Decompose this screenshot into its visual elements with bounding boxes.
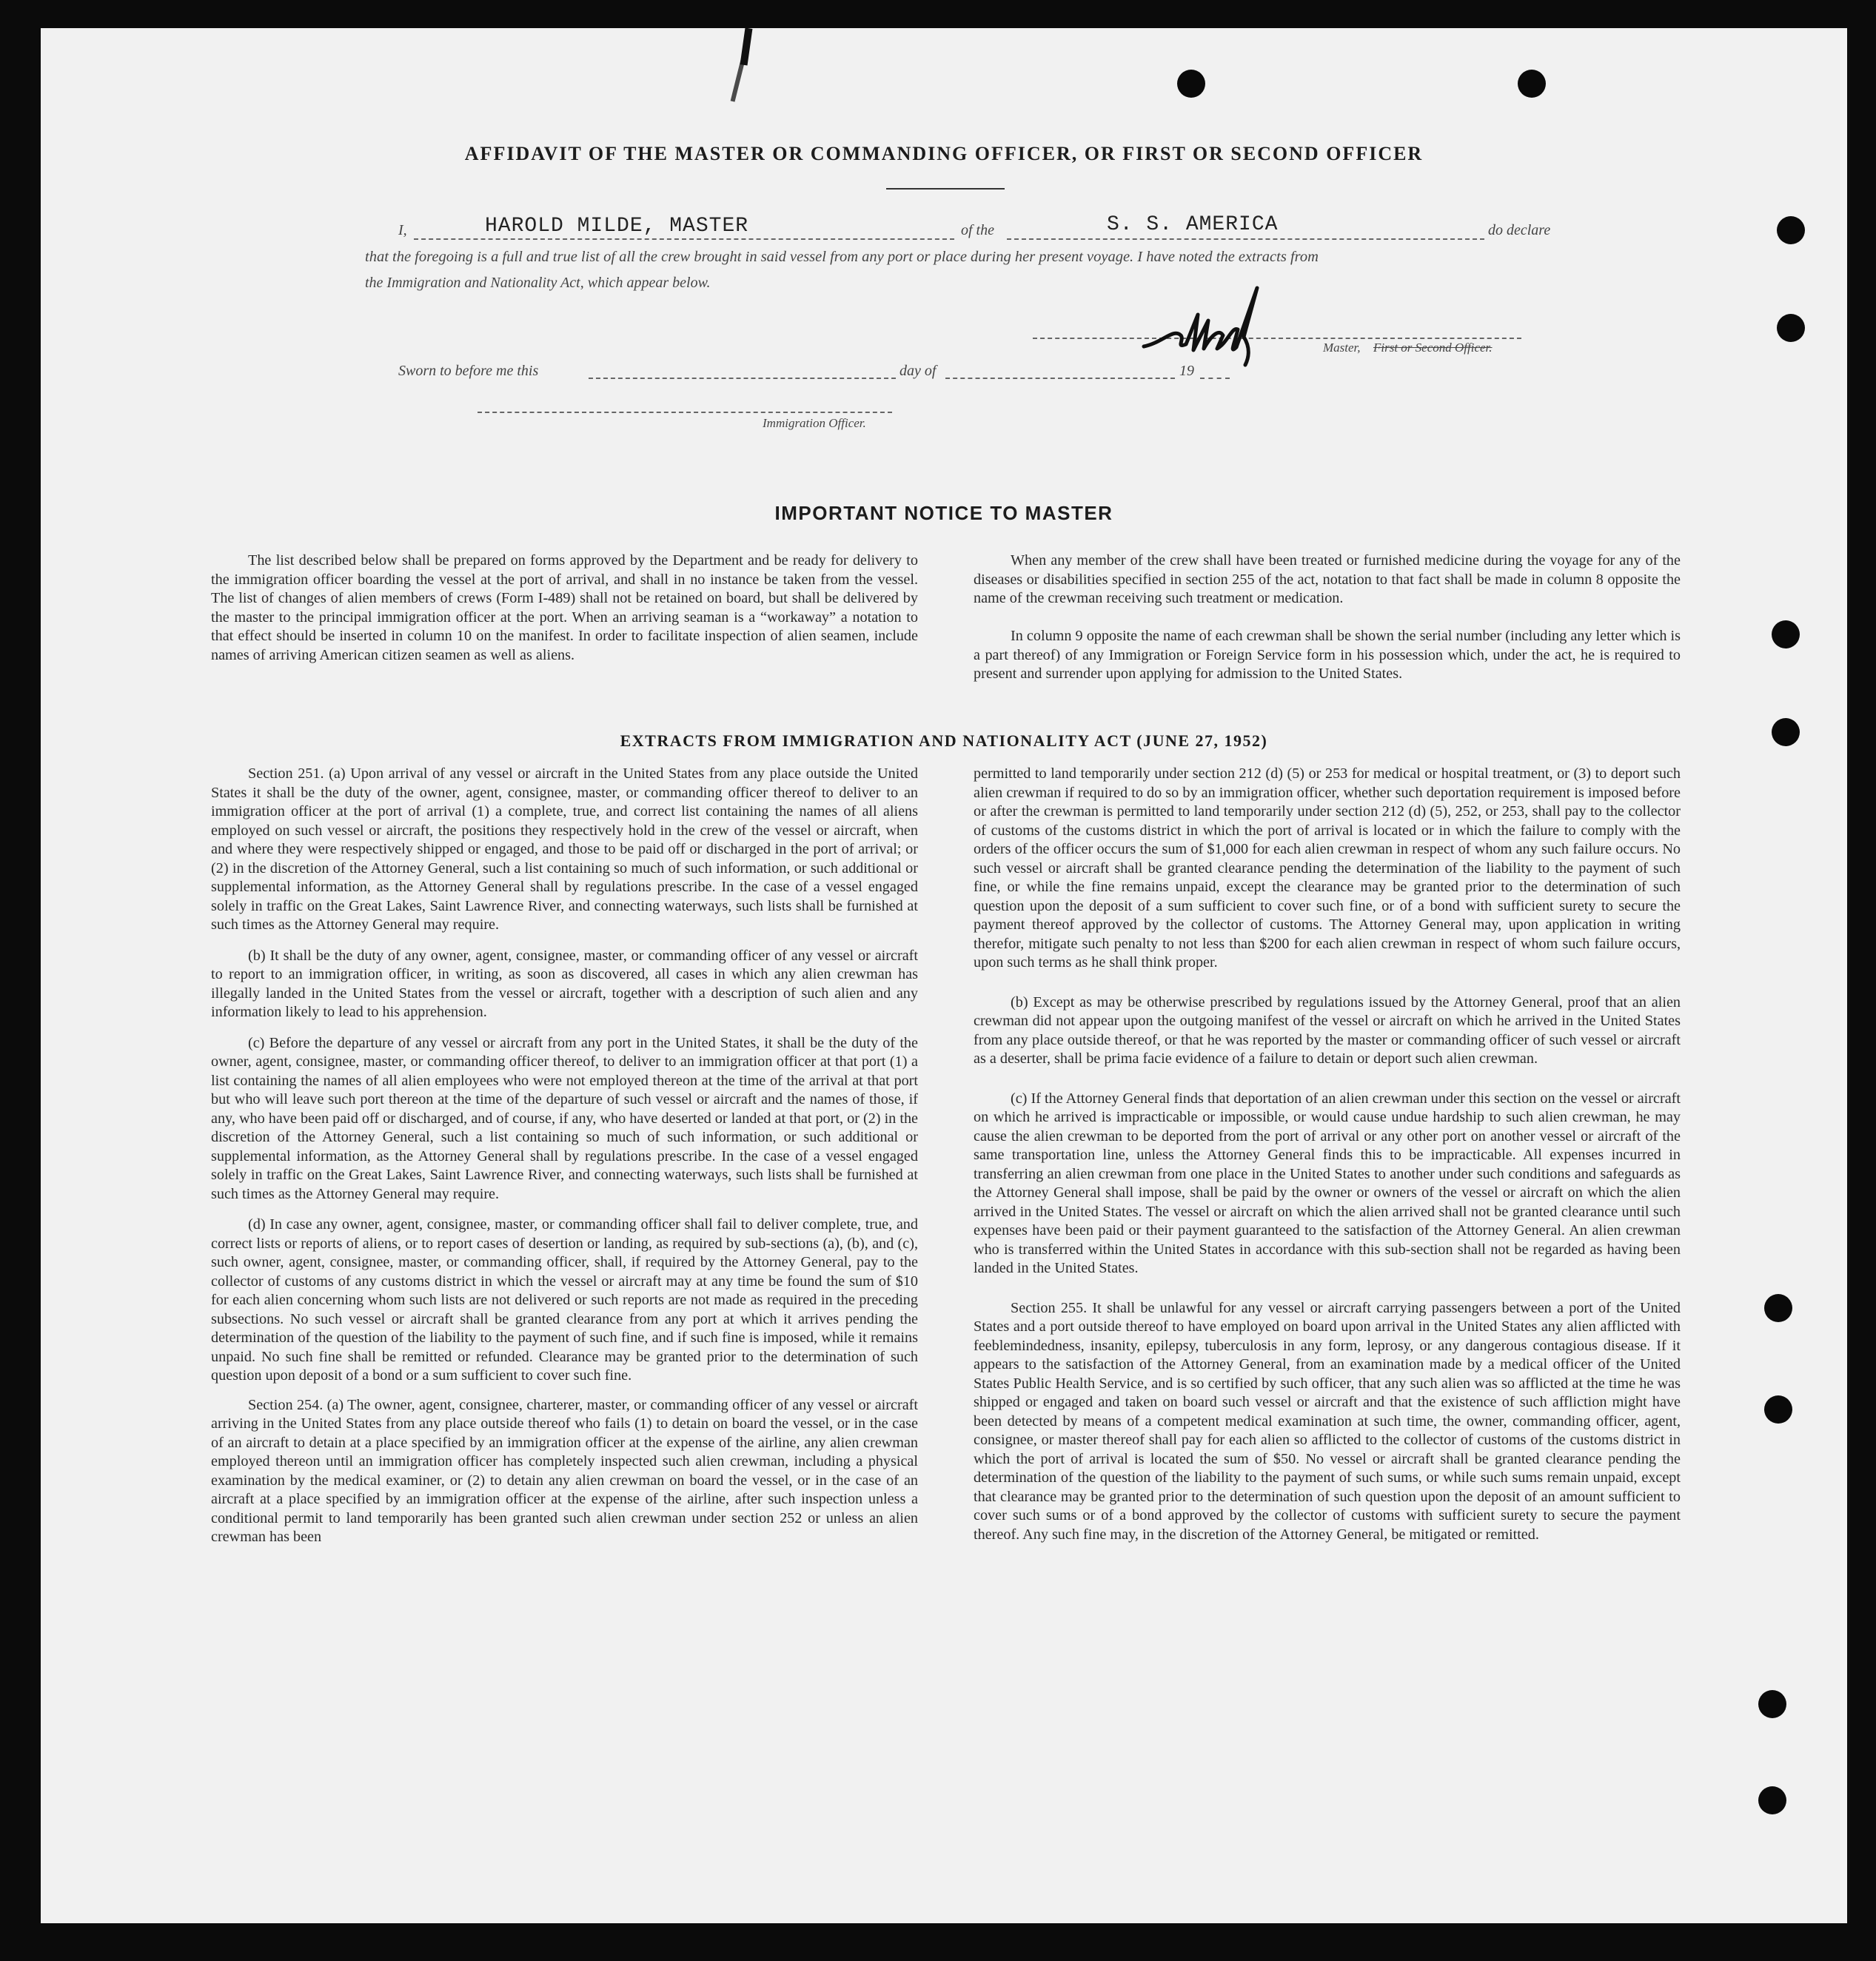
section-254-a-cont: permitted to land temporarily under section 212 (d) (5) or 253 for medical or hospital treatment, or (3) to deport such alien crewman if required to do so by an immigration officer, whether such deportation requirement is imposed before or after the crewman is permitted to land temporarily under section 212 (d) (5), 252, or 253, shall pay to the collector of customs of the customs district in which the port of arrival is located or in which the failure to comply with the orders of the officer occurs the sum of $1,000 for each alien crewman in respect of whom any such failure occurs. No such vessel or aircraft shall be granted clearance pending the determination of the liability to the payment of such fine, or while the fine remains unpaid, except the clearance may be granted prior to the determination of such question upon the deposit of a sum sufficient to cover such fine, or of a bond with sufficient surety to secure the payment thereof approved by the collector of customs. The Attorney General may, upon application in writing therefor, mitigate such penalty to not less than $200 for each alien crewman in respect of whom such failure occurs, upon such terms as he shall think proper. [974,765,1681,971]
affidavit-statement-cont: the Immigration and Nationality Act, which appear below. [365,275,711,291]
punch-hole [1772,620,1800,648]
notice-heading: IMPORTANT NOTICE TO MASTER [774,502,1113,524]
sworn-year-line [1200,378,1230,379]
struck-officer-caption: First or Second Officer. [1373,341,1493,355]
affidavit-heading: AFFIDAVIT OF THE MASTER OR COMMANDING OFFICER, OR FIRST OR SECOND OFFICER [464,143,1424,164]
extracts-right-column [974,765,1681,1544]
master-caption: Master, [1323,341,1361,355]
extracts-heading: EXTRACTS FROM IMMIGRATION AND NATIONALITY ACT (JUNE 27, 1952) [620,731,1268,750]
vessel-name-line [1007,238,1484,240]
sworn-day-line [589,378,896,379]
day-of-label: day of [900,363,937,379]
section-254-b: (b) Except as may be otherwise prescribed by regulations issued by the Attorney General, proof that an alien crewman did not appear upon the outgoing manifest of the vessel or aircraft on which he arrived in the United States from any place outside thereof, or that he was reported by the master or commanding officer of such vessel or aircraft as a deserter, shall be prima facie evidence of a failure to detain or deport such alien crewman. [974,993,1681,1067]
signature-scribble [1140,284,1273,369]
section-251-b: (b) It shall be the duty of any owner, agent, consignee, master, or commanding officer of any vessel or aircraft to report to an immigration officer, in writing, as soon as discovered, all cases in which any alien crewman has illegally landed in the United States from the vessel or aircraft, together with a description of such alien and any information likely to lead to his apprehension. [211,947,918,1020]
extracts-left-column [211,765,918,1547]
notice-right-paragraph-1: When any member of the crew shall have been treated or furnished medicine during the voyage for any of the diseases or disabilities specified in section 255 of the act, notation to that fact shall be made in column 8 opposite the name of the crewman receiving such treatment or medication. [974,552,1681,606]
affidavit-statement: that the foregoing is a full and true list of all the crew brought in said vessel from any port or place during her present voyage. I have noted the extracts from [365,249,1319,265]
punch-hole [1777,216,1805,244]
master-name-line [414,238,954,240]
section-254-c: (c) If the Attorney General finds that deportation of an alien crewman under this section on the vessel or aircraft on which he arrived is impracticable or impossible, or would cause undue hardship to such alien crewman, he may cause the alien crewman to be deported from the port of arrival or any other port on another vessel or aircraft of the same transportation line, unless the Attorney General finds this to be impracticable. All expenses incurred in transferring an alien crewman from one place in the United States to another under such conditions and safeguards as the Attorney General shall impose, shall be paid by the owner or owners of the vessel or aircraft on which the alien arrived in the United States. The vessel or aircraft on which the alien arrived shall not be granted clearance until such expenses have been paid or their payment guaranteed to the satisfaction of the Attorney General. An alien crewman who is transferred within the United States in accordance with this sub-section shall not be regarded as having been landed in the United States. [974,1090,1681,1276]
punch-hole [1777,314,1805,342]
notice-left-paragraph: The list described below shall be prepared on forms approved by the Department and be ready for delivery to the immigration officer boarding the vessel at the port of arrival, and shall in no instance be taken from the vessel. The list of changes of alien members of crews (Form I-489) shall not be retained on board, but shall be delivered by the master to the principal immigration officer at the port. When an arriving seaman is a “workaway” a notation to that effect should be inserted in column 10 on the manifest. In order to facilitate inspection of alien seamen, include names of arriving American citizen seamen as well as aliens. [211,552,918,663]
section-255: Section 255. It shall be unlawful for any vessel or aircraft carrying passengers between a port of the United States and a port outside thereof to have employed on board upon arrival in the United States any alien afflicted with feeblemindedness, insanity, epilepsy, tuberculosis in any form, leprosy, or any dangerous contagious disease. If it appears to the satisfaction of the Attorney General, from an examination made by a medical officer of the United States Public Health Service, and is so certified by such officer, that any such alien was so afflicted at the time he was shipped or engaged and taken on board such vessel or aircraft and that the existence of such affliction might have been detected by means of a competent medical examination at such time, the owner, commanding officer, agent, consignee, or master thereof shall pay for each alien so afflicted to the collector of customs of the customs district in which the port of arrival is located the sum of $50. No vessel or aircraft shall be granted clearance pending the determination of the question of the liability to the payment of such sums, or while such sums remain unpaid, except that clearance may be granted prior to the determination of such question upon the deposit of an amount sufficient to cover such sums or of a bond approved by the collector of customs with sufficient surety to secure the payment thereof. Any such fine may, in the discretion of the Attorney General, be mitigated or remitted. [974,1299,1681,1543]
document-page [41,28,1847,1923]
section-254-a: Section 254. (a) The owner, agent, consignee, charterer, master, or commanding officer of any vessel or aircraft arriving in the United States from any place outside thereof who fails (1) to detain on board the vessel, or in the case of an aircraft to detain at a place specified by an immigration officer at the expense of the airline, any alien crewman employed thereon until an immigration officer has completely inspected such alien crewman, including a physical examination by the medical examiner, or (2) to detain any alien crewman on board the vessel, or in the case of an aircraft at a place specified by an immigration officer at the expense of the airline, after such inspection unless a conditional permit to land temporarily has been granted such alien crewman under section 252 or unless an alien crewman has been [211,1396,918,1545]
punch-hole [1758,1786,1786,1814]
section-251-a: Section 251. (a) Upon arrival of any vessel or aircraft in the United States from any place outside the United States it shall be the duty of the owner, agent, consignee, master, or commanding officer thereof to deliver to an immigration officer at the port of arrival (1) a complete, true, and correct list containing the names of all aliens employed on such vessel or aircraft, the positions they respectively hold in the crew of the vessel or aircraft, when and where they were respectively shipped or engaged, and those to be paid off or discharged in the port of arrival; or (2) in the discretion of the Attorney General, such a list containing so much of such information, or such additional or supplemental information, as the Attorney General shall by regulations prescribe. In the case of a vessel engaged solely in traffic on the Great Lakes, Saint Lawrence River, and connecting waterways, such lists shall be furnished at such times as the Attorney General may require. [211,765,918,933]
punch-hole [1758,1690,1786,1718]
punch-hole [1518,70,1546,98]
section-251-c: (c) Before the departure of any vessel or aircraft from any port in the United States, it shall be the duty of the owner, agent, consignee, master, or commanding officer thereof, to deliver to an immigration officer at that port (1) a list containing the names of all alien employees who were not employed thereon at the time of the arrival at that port but who will leave such port thereon at the time of the departure of such vessel or aircraft and the names of those, if any, who have been paid off or discharged, and of course, if any, who have deserted or landed at that port, or (2) in the discretion of the Attorney General, such a list containing so much of such information, or such additional or supplemental information, as the Attorney General shall by regulations prescribe. In the case of a vessel engaged solely in traffic on the Great Lakes, Saint Lawrence River, and connecting waterways, such lists shall be furnished at such times as the Attorney General may require. [211,1034,918,1202]
officer-caption: Immigration Officer. [763,416,866,430]
master-name: HAROLD MILDE, MASTER [485,215,749,238]
punch-hole [1764,1395,1792,1424]
ink-mark [731,50,748,101]
i-label: I, [398,222,407,238]
section-251-d: (d) In case any owner, agent, consignee, master, or commanding officer shall fail to deliver complete, true, and correct lists or reports of aliens, or to report cases of desertion or landing, as required by sub-sections (a), (b), and (c), such owner, agent, consignee, master, or commanding officer, shall, if required by the Attorney General, pay to the collector of customs of any customs district in which the vessel or aircraft may at any time be found the sum of $10 for each alien concerning whom such lists are not delivered or such reports are not made as required in the preceding subsections. No such vessel or aircraft shall be granted clearance from any port at which it arrives pending the determination of the question of the liability to the payment of such fine, and if such fine is imposed, while it remains unpaid. No such fine shall be remitted or refunded. Clearance may be granted prior to the determination of such question upon deposit of a bond or a sum sufficient to cover such fine. [211,1216,918,1384]
sworn-month-line [945,378,1175,379]
heading-divider [886,188,1005,190]
do-declare-label: do declare [1488,222,1551,238]
notice-right-paragraph-2: In column 9 opposite the name of each crewman shall be shown the serial number (including any letter which is a part thereof) of any Immigration or Foreign Service form in his possession which, under the act, he is required to present and surrender upon applying for admission to the United States. [974,628,1681,682]
officer-signature-line [478,412,892,413]
vessel-name: S. S. AMERICA [1107,213,1279,236]
sworn-label: Sworn to before me this [398,363,539,379]
signature-line [1033,338,1521,339]
year-prefix: 19 [1179,363,1194,379]
punch-hole [1177,70,1205,98]
punch-hole [1764,1294,1792,1322]
of-the-label: of the [961,222,994,238]
